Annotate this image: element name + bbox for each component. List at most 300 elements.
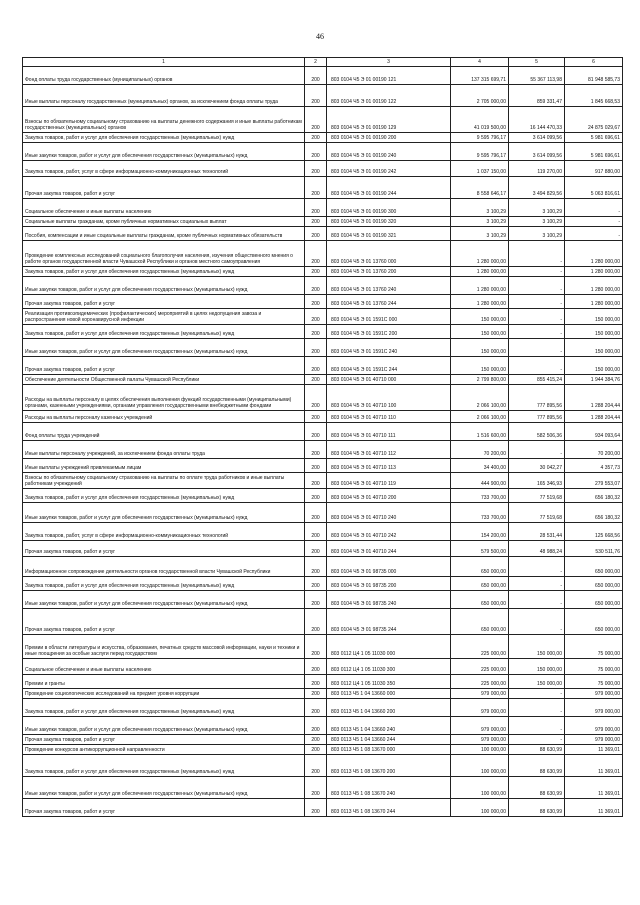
row-assigned: 579 500,00: [451, 541, 509, 557]
row-unexecuted: 1 944 384,76: [565, 375, 623, 385]
row-code: 200: [305, 503, 327, 523]
row-executed: 165 346,93: [509, 473, 565, 489]
row-executed: 3 614 099,56: [509, 133, 565, 143]
row-assigned: 1 280 000,00: [451, 295, 509, 309]
row-kbk: 803 0113 Ч5 1 08 13670 240: [327, 777, 451, 799]
row-unexecuted: 75 000,00: [565, 635, 623, 659]
row-kbk: 803 0104 Ч5 Э 01 98735 240: [327, 591, 451, 609]
row-code: 200: [305, 689, 327, 699]
row-unexecuted: 5 981 696,61: [565, 143, 623, 161]
row-executed: 28 531,44: [509, 523, 565, 541]
row-kbk: 803 0104 Ч5 Э 01 00190 240: [327, 143, 451, 161]
table-row: [23, 227, 623, 241]
row-assigned: 1 037 150,00: [451, 161, 509, 177]
page-number: 46: [316, 32, 324, 41]
row-assigned: 150 000,00: [451, 339, 509, 357]
column-header: 1: [23, 58, 305, 67]
row-assigned: 41 019 500,00: [451, 107, 509, 133]
row-name: Иные выплаты персоналу учреждений, за исключением фонда оплаты труда: [23, 441, 305, 459]
row-code: 200: [305, 755, 327, 777]
row-name: Социальные выплаты гражданам, кроме публичных нормативных социальных выплат: [23, 217, 305, 227]
row-unexecuted: 1 845 668,53: [565, 85, 623, 107]
table-row: [23, 755, 623, 777]
row-assigned: 1 280 000,00: [451, 267, 509, 277]
row-kbk: 803 0104 Ч5 Э 01 1591С 240: [327, 339, 451, 357]
row-unexecuted: 934 093,64: [565, 423, 623, 441]
row-unexecuted: 5 981 696,61: [565, 133, 623, 143]
row-unexecuted: 656 180,32: [565, 489, 623, 503]
row-code: 200: [305, 217, 327, 227]
row-executed: -: [509, 241, 565, 267]
row-executed: 150 000,00: [509, 635, 565, 659]
row-code: 200: [305, 557, 327, 577]
row-assigned: 8 558 646,17: [451, 177, 509, 199]
table-row: [23, 107, 623, 133]
row-name: Расходы на выплаты персоналу в целях обеспечения выполнения функций государственными (муниципальными) органами, казенными учреждениями, органами управления государственными внебюджетными фондами: [23, 385, 305, 411]
row-assigned: 9 595 796,17: [451, 143, 509, 161]
row-code: 200: [305, 699, 327, 717]
row-kbk: 803 0104 Ч5 Э 01 13760 240: [327, 277, 451, 295]
row-executed: 3 494 829,56: [509, 177, 565, 199]
table-row: [23, 557, 623, 577]
row-kbk: 803 0113 Ч5 1 04 13660 240: [327, 717, 451, 735]
row-executed: 88 630,99: [509, 755, 565, 777]
row-assigned: 150 000,00: [451, 309, 509, 325]
row-assigned: 2 066 100,00: [451, 385, 509, 411]
row-name: Прочая закупка товаров, работ и услуг: [23, 609, 305, 635]
row-kbk: 803 0104 Ч5 Э 01 13760 244: [327, 295, 451, 309]
table-row: [23, 161, 623, 177]
row-unexecuted: 150 000,00: [565, 339, 623, 357]
table-row: [23, 717, 623, 735]
row-unexecuted: 150 000,00: [565, 357, 623, 375]
row-assigned: 444 900,00: [451, 473, 509, 489]
row-code: 200: [305, 459, 327, 473]
row-executed: 859 331,47: [509, 85, 565, 107]
row-code: 200: [305, 659, 327, 675]
row-code: 200: [305, 411, 327, 423]
row-unexecuted: 1 288 204,44: [565, 411, 623, 423]
row-kbk: 803 0104 Ч5 Э 01 13760 000: [327, 241, 451, 267]
table-row: [23, 659, 623, 675]
table-row: [23, 411, 623, 423]
row-code: 200: [305, 423, 327, 441]
row-assigned: 225 000,00: [451, 675, 509, 689]
row-unexecuted: 75 000,00: [565, 675, 623, 689]
row-code: 200: [305, 735, 327, 745]
row-kbk: 803 0113 Ч5 1 04 13660 000: [327, 689, 451, 699]
row-unexecuted: 81 948 585,73: [565, 67, 623, 85]
row-executed: 16 144 470,33: [509, 107, 565, 133]
table-row: [23, 675, 623, 689]
row-name: Обеспечение деятельности Общественной палаты Чувашской Республики: [23, 375, 305, 385]
row-code: 200: [305, 635, 327, 659]
row-executed: 3 100,29: [509, 227, 565, 241]
table-row: [23, 199, 623, 217]
row-kbk: 803 0104 Ч5 Э 01 1591С 200: [327, 325, 451, 339]
row-name: Прочая закупка товаров, работ и услуг: [23, 295, 305, 309]
row-assigned: 1 280 000,00: [451, 277, 509, 295]
row-kbk: 803 0104 Ч5 Э 01 40710 113: [327, 459, 451, 473]
table-row: [23, 745, 623, 755]
row-assigned: 150 000,00: [451, 325, 509, 339]
row-name: Фонд оплаты труда учреждений: [23, 423, 305, 441]
table-row: [23, 375, 623, 385]
row-name: Информационное сопровождение деятельности органов государственной власти Чувашской Республики: [23, 557, 305, 577]
row-code: 200: [305, 199, 327, 217]
row-code: 200: [305, 577, 327, 591]
row-executed: 119 270,00: [509, 161, 565, 177]
row-unexecuted: 70 200,00: [565, 441, 623, 459]
row-assigned: 154 200,00: [451, 523, 509, 541]
row-executed: 88 630,99: [509, 777, 565, 799]
row-unexecuted: 650 000,00: [565, 557, 623, 577]
row-unexecuted: 979 000,00: [565, 717, 623, 735]
row-assigned: 137 315 699,71: [451, 67, 509, 85]
row-executed: -: [509, 325, 565, 339]
row-kbk: 803 0113 Ч5 1 04 13660 244: [327, 735, 451, 745]
row-kbk: 803 0104 Ч5 Э 01 40710 242: [327, 523, 451, 541]
row-kbk: 803 0104 Ч5 Э 01 00190 242: [327, 161, 451, 177]
row-name: Прочая закупка товаров, работ и услуг: [23, 177, 305, 199]
table-row: [23, 295, 623, 309]
row-kbk: 803 0104 Ч5 Э 01 98735 000: [327, 557, 451, 577]
row-assigned: 9 595 796,17: [451, 133, 509, 143]
row-code: 200: [305, 523, 327, 541]
row-name: Премии в области литературы и искусства, образования, печатных средств массовой информации, науки и техники и иные поощрения за особые заслуги перед государством: [23, 635, 305, 659]
row-kbk: 803 0113 Ч5 1 08 13670 244: [327, 799, 451, 817]
row-name: Проведение комплексных исследований социального благополучия населения, изучения общественного мнения о работе органов государственной власти Чувашской Республики и органов местного самоуправления: [23, 241, 305, 267]
row-assigned: 225 000,00: [451, 635, 509, 659]
row-unexecuted: 650 000,00: [565, 577, 623, 591]
row-code: 200: [305, 85, 327, 107]
row-kbk: 803 0113 Ч5 1 04 13660 200: [327, 699, 451, 717]
row-name: Социальное обеспечение и иные выплаты населению: [23, 659, 305, 675]
row-code: 200: [305, 441, 327, 459]
table-header-row: [23, 58, 623, 67]
row-assigned: 100 000,00: [451, 745, 509, 755]
row-executed: -: [509, 717, 565, 735]
table-row: [23, 503, 623, 523]
budget-execution-table: [22, 57, 623, 817]
column-header: 2: [305, 58, 327, 67]
row-code: 200: [305, 799, 327, 817]
table-row: [23, 85, 623, 107]
row-executed: 3 614 099,56: [509, 143, 565, 161]
row-name: Иные закупки товаров, работ и услуг для обеспечения государственных (муниципальных) нужд: [23, 777, 305, 799]
table-row: [23, 133, 623, 143]
table-row: [23, 577, 623, 591]
row-code: 200: [305, 309, 327, 325]
row-code: 200: [305, 277, 327, 295]
row-assigned: 100 000,00: [451, 755, 509, 777]
row-code: 200: [305, 385, 327, 411]
row-kbk: 803 0112 Ц4 1 05 11030 000: [327, 635, 451, 659]
row-kbk: 803 0104 Ч5 Э 01 40710 110: [327, 411, 451, 423]
row-executed: 55 367 113,98: [509, 67, 565, 85]
row-assigned: 650 000,00: [451, 577, 509, 591]
row-executed: 88 630,99: [509, 799, 565, 817]
row-executed: 582 506,36: [509, 423, 565, 441]
row-assigned: 979 000,00: [451, 689, 509, 699]
row-executed: -: [509, 309, 565, 325]
row-executed: -: [509, 591, 565, 609]
row-code: 200: [305, 357, 327, 375]
row-kbk: 803 0113 Ч5 1 08 13670 000: [327, 745, 451, 755]
row-assigned: 34 400,00: [451, 459, 509, 473]
row-assigned: 2 705 000,00: [451, 85, 509, 107]
table-row: [23, 241, 623, 267]
row-unexecuted: 4 357,73: [565, 459, 623, 473]
row-code: 200: [305, 227, 327, 241]
row-unexecuted: 656 180,32: [565, 503, 623, 523]
row-code: 200: [305, 745, 327, 755]
row-code: 200: [305, 541, 327, 557]
row-executed: 77 519,68: [509, 503, 565, 523]
row-kbk: 803 0104 Ч5 Э 01 40710 000: [327, 375, 451, 385]
row-code: 200: [305, 133, 327, 143]
row-name: Иные выплаты персоналу государственных (муниципальных) органов, за исключением фонда оплаты труда: [23, 85, 305, 107]
row-kbk: 803 0104 Ч5 Э 01 40710 119: [327, 473, 451, 489]
row-code: 200: [305, 267, 327, 277]
row-kbk: 803 0104 Ч5 Э 01 98735 244: [327, 609, 451, 635]
row-executed: -: [509, 557, 565, 577]
row-name: Закупка товаров, работ и услуг для обеспечения государственных (муниципальных) нужд: [23, 577, 305, 591]
row-unexecuted: 125 668,56: [565, 523, 623, 541]
row-name: Реализация противоэпидемических (профилактических) мероприятий в целях недопущения завоза и распространения новой коронавирусной инфекции: [23, 309, 305, 325]
table-row: [23, 309, 623, 325]
row-name: Иные закупки товаров, работ и услуг для обеспечения государственных (муниципальных) нужд: [23, 143, 305, 161]
row-code: 200: [305, 473, 327, 489]
row-assigned: 650 000,00: [451, 609, 509, 635]
row-code: 200: [305, 777, 327, 799]
row-name: Взносы по обязательному социальному страхованию на выплаты денежного содержания и иные выплаты работникам государственных (муниципальных) органов: [23, 107, 305, 133]
row-kbk: 803 0104 Ч5 Э 01 40710 100: [327, 385, 451, 411]
row-assigned: 3 100,29: [451, 199, 509, 217]
row-code: 200: [305, 161, 327, 177]
row-name: Закупка товаров, работ, услуг в сфере информационно-коммуникационных технологий: [23, 161, 305, 177]
row-unexecuted: 11 369,01: [565, 777, 623, 799]
row-name: Прочая закупка товаров, работ и услуг: [23, 799, 305, 817]
row-executed: -: [509, 735, 565, 745]
row-name: Премии и гранты: [23, 675, 305, 689]
row-assigned: 3 100,29: [451, 217, 509, 227]
row-name: Иные закупки товаров, работ и услуг для обеспечения государственных (муниципальных) нужд: [23, 717, 305, 735]
row-unexecuted: 1 280 000,00: [565, 277, 623, 295]
row-assigned: 650 000,00: [451, 557, 509, 577]
table-row: [23, 541, 623, 557]
table-row: [23, 473, 623, 489]
row-name: Закупка товаров, работ и услуг для обеспечения государственных (муниципальных) нужд: [23, 325, 305, 339]
row-unexecuted: 1 280 000,00: [565, 295, 623, 309]
row-kbk: 803 0104 Ч5 Э 01 40710 240: [327, 503, 451, 523]
row-executed: 48 988,24: [509, 541, 565, 557]
row-kbk: 803 0112 Ц4 1 05 11030 300: [327, 659, 451, 675]
row-name: Прочая закупка товаров, работ и услуг: [23, 357, 305, 375]
row-name: Проведение социологических исследований на предмет уровня коррупции: [23, 689, 305, 699]
row-name: Закупка товаров, работ и услуг для обеспечения государственных (муниципальных) нужд: [23, 267, 305, 277]
row-unexecuted: 5 063 816,61: [565, 177, 623, 199]
table-row: [23, 267, 623, 277]
row-unexecuted: -: [565, 217, 623, 227]
row-executed: 150 000,00: [509, 675, 565, 689]
row-kbk: 803 0104 Ч5 Э 01 40710 111: [327, 423, 451, 441]
row-executed: -: [509, 277, 565, 295]
table-row: [23, 339, 623, 357]
row-unexecuted: 650 000,00: [565, 591, 623, 609]
table-row: [23, 143, 623, 161]
row-kbk: 803 0104 Ч5 Э 01 00190 320: [327, 217, 451, 227]
table-row: [23, 441, 623, 459]
row-unexecuted: 530 511,76: [565, 541, 623, 557]
table-body: [23, 67, 623, 817]
row-executed: 150 000,00: [509, 659, 565, 675]
row-code: 200: [305, 375, 327, 385]
table-row: [23, 385, 623, 411]
row-unexecuted: 1 280 000,00: [565, 241, 623, 267]
table-row: [23, 609, 623, 635]
row-kbk: 803 0104 Ч5 Э 01 1591С 244: [327, 357, 451, 375]
row-name: Закупка товаров, работ и услуг для обеспечения государственных (муниципальных) нужд: [23, 755, 305, 777]
row-code: 200: [305, 675, 327, 689]
row-assigned: 979 000,00: [451, 699, 509, 717]
row-executed: 30 042,27: [509, 459, 565, 473]
row-unexecuted: 1 288 204,44: [565, 385, 623, 411]
row-unexecuted: 150 000,00: [565, 325, 623, 339]
row-kbk: 803 0104 Ч5 Э 01 13760 200: [327, 267, 451, 277]
row-assigned: 650 000,00: [451, 591, 509, 609]
row-code: 200: [305, 325, 327, 339]
table-row: [23, 735, 623, 745]
table-row: [23, 459, 623, 473]
row-executed: -: [509, 699, 565, 717]
table-row: [23, 777, 623, 799]
row-executed: -: [509, 357, 565, 375]
row-unexecuted: -: [565, 199, 623, 217]
row-unexecuted: 279 553,07: [565, 473, 623, 489]
column-header: 3: [327, 58, 451, 67]
row-unexecuted: 1 280 000,00: [565, 267, 623, 277]
row-code: 200: [305, 241, 327, 267]
row-name: Закупка товаров, работ и услуг для обеспечения государственных (муниципальных) нужд: [23, 699, 305, 717]
row-kbk: 803 0104 Ч5 Э 01 40710 244: [327, 541, 451, 557]
row-unexecuted: 917 880,00: [565, 161, 623, 177]
row-name: Взносы по обязательному социальному страхованию на выплаты по оплате труда работников и иные выплаты работникам учреждений: [23, 473, 305, 489]
row-name: Закупка товаров, работ и услуг для обеспечения государственных (муниципальных) нужд: [23, 489, 305, 503]
row-unexecuted: 75 000,00: [565, 659, 623, 675]
row-executed: -: [509, 689, 565, 699]
row-name: Иные закупки товаров, работ и услуг для обеспечения государственных (муниципальных) нужд: [23, 339, 305, 357]
row-name: Социальное обеспечение и иные выплаты населению: [23, 199, 305, 217]
row-assigned: 100 000,00: [451, 799, 509, 817]
row-executed: 777 895,56: [509, 411, 565, 423]
row-kbk: 803 0104 Ч5 Э 01 1591С 000: [327, 309, 451, 325]
row-name: Иные закупки товаров, работ и услуг для обеспечения государственных (муниципальных) нужд: [23, 503, 305, 523]
table-row: [23, 67, 623, 85]
row-executed: 855 415,24: [509, 375, 565, 385]
row-unexecuted: 11 369,01: [565, 755, 623, 777]
row-code: 200: [305, 609, 327, 635]
row-kbk: 803 0104 Ч5 Э 01 00190 300: [327, 199, 451, 217]
row-unexecuted: -: [565, 227, 623, 241]
row-unexecuted: 650 000,00: [565, 609, 623, 635]
row-name: Проведение конкурсов антикоррупционной направленности: [23, 745, 305, 755]
table-row: [23, 689, 623, 699]
row-unexecuted: 979 000,00: [565, 735, 623, 745]
row-kbk: 803 0104 Ч5 Э 01 00190 121: [327, 67, 451, 85]
row-kbk: 803 0104 Ч5 Э 01 00190 129: [327, 107, 451, 133]
table-row: [23, 423, 623, 441]
table-row: [23, 523, 623, 541]
row-kbk: 803 0104 Ч5 Э 01 00190 321: [327, 227, 451, 241]
row-name: Закупка товаров, работ и услуг для обеспечения государственных (муниципальных) нужд: [23, 133, 305, 143]
table-row: [23, 699, 623, 717]
row-name: Иные закупки товаров, работ и услуг для обеспечения государственных (муниципальных) нужд: [23, 277, 305, 295]
row-executed: -: [509, 441, 565, 459]
row-kbk: 803 0104 Ч5 Э 01 00190 122: [327, 85, 451, 107]
row-assigned: 733 700,00: [451, 503, 509, 523]
row-unexecuted: 24 875 029,67: [565, 107, 623, 133]
row-executed: -: [509, 577, 565, 591]
table-row: [23, 217, 623, 227]
row-assigned: 225 000,00: [451, 659, 509, 675]
row-unexecuted: 11 369,01: [565, 745, 623, 755]
table-row: [23, 325, 623, 339]
row-kbk: 803 0104 Ч5 Э 01 40710 112: [327, 441, 451, 459]
row-assigned: 1 280 000,00: [451, 241, 509, 267]
row-code: 200: [305, 295, 327, 309]
row-code: 200: [305, 67, 327, 85]
table-row: [23, 489, 623, 503]
row-executed: 3 100,29: [509, 217, 565, 227]
row-executed: -: [509, 267, 565, 277]
row-kbk: 803 0104 Ч5 Э 01 98735 200: [327, 577, 451, 591]
row-name: Пособия, компенсации и иные социальные выплаты гражданам, кроме публичных нормативных обязательств: [23, 227, 305, 241]
row-kbk: 803 0112 Ц4 1 05 11030 350: [327, 675, 451, 689]
row-executed: -: [509, 295, 565, 309]
row-unexecuted: 979 000,00: [565, 689, 623, 699]
row-unexecuted: 150 000,00: [565, 309, 623, 325]
row-name: Закупка товаров, работ, услуг в сфере информационно-коммуникационных технологий: [23, 523, 305, 541]
row-assigned: 733 700,00: [451, 489, 509, 503]
table-row: [23, 635, 623, 659]
table-row: [23, 277, 623, 295]
row-executed: -: [509, 609, 565, 635]
row-assigned: 3 100,29: [451, 227, 509, 241]
row-executed: 77 519,68: [509, 489, 565, 503]
row-code: 200: [305, 489, 327, 503]
row-assigned: 100 000,00: [451, 777, 509, 799]
row-kbk: 803 0104 Ч5 Э 01 40710 200: [327, 489, 451, 503]
row-code: 200: [305, 591, 327, 609]
row-code: 200: [305, 339, 327, 357]
row-executed: 777 895,56: [509, 385, 565, 411]
row-assigned: 70 200,00: [451, 441, 509, 459]
table-row: [23, 799, 623, 817]
row-code: 200: [305, 717, 327, 735]
row-name: Расходы на выплаты персоналу казенных учреждений: [23, 411, 305, 423]
row-executed: 88 630,99: [509, 745, 565, 755]
row-assigned: 2 799 800,00: [451, 375, 509, 385]
column-header: 4: [451, 58, 509, 67]
row-unexecuted: 979 000,00: [565, 699, 623, 717]
table-row: [23, 357, 623, 375]
row-kbk: 803 0104 Ч5 Э 01 00190 244: [327, 177, 451, 199]
row-name: Прочая закупка товаров, работ и услуг: [23, 541, 305, 557]
row-code: 200: [305, 107, 327, 133]
table-row: [23, 591, 623, 609]
row-assigned: 2 066 100,00: [451, 411, 509, 423]
